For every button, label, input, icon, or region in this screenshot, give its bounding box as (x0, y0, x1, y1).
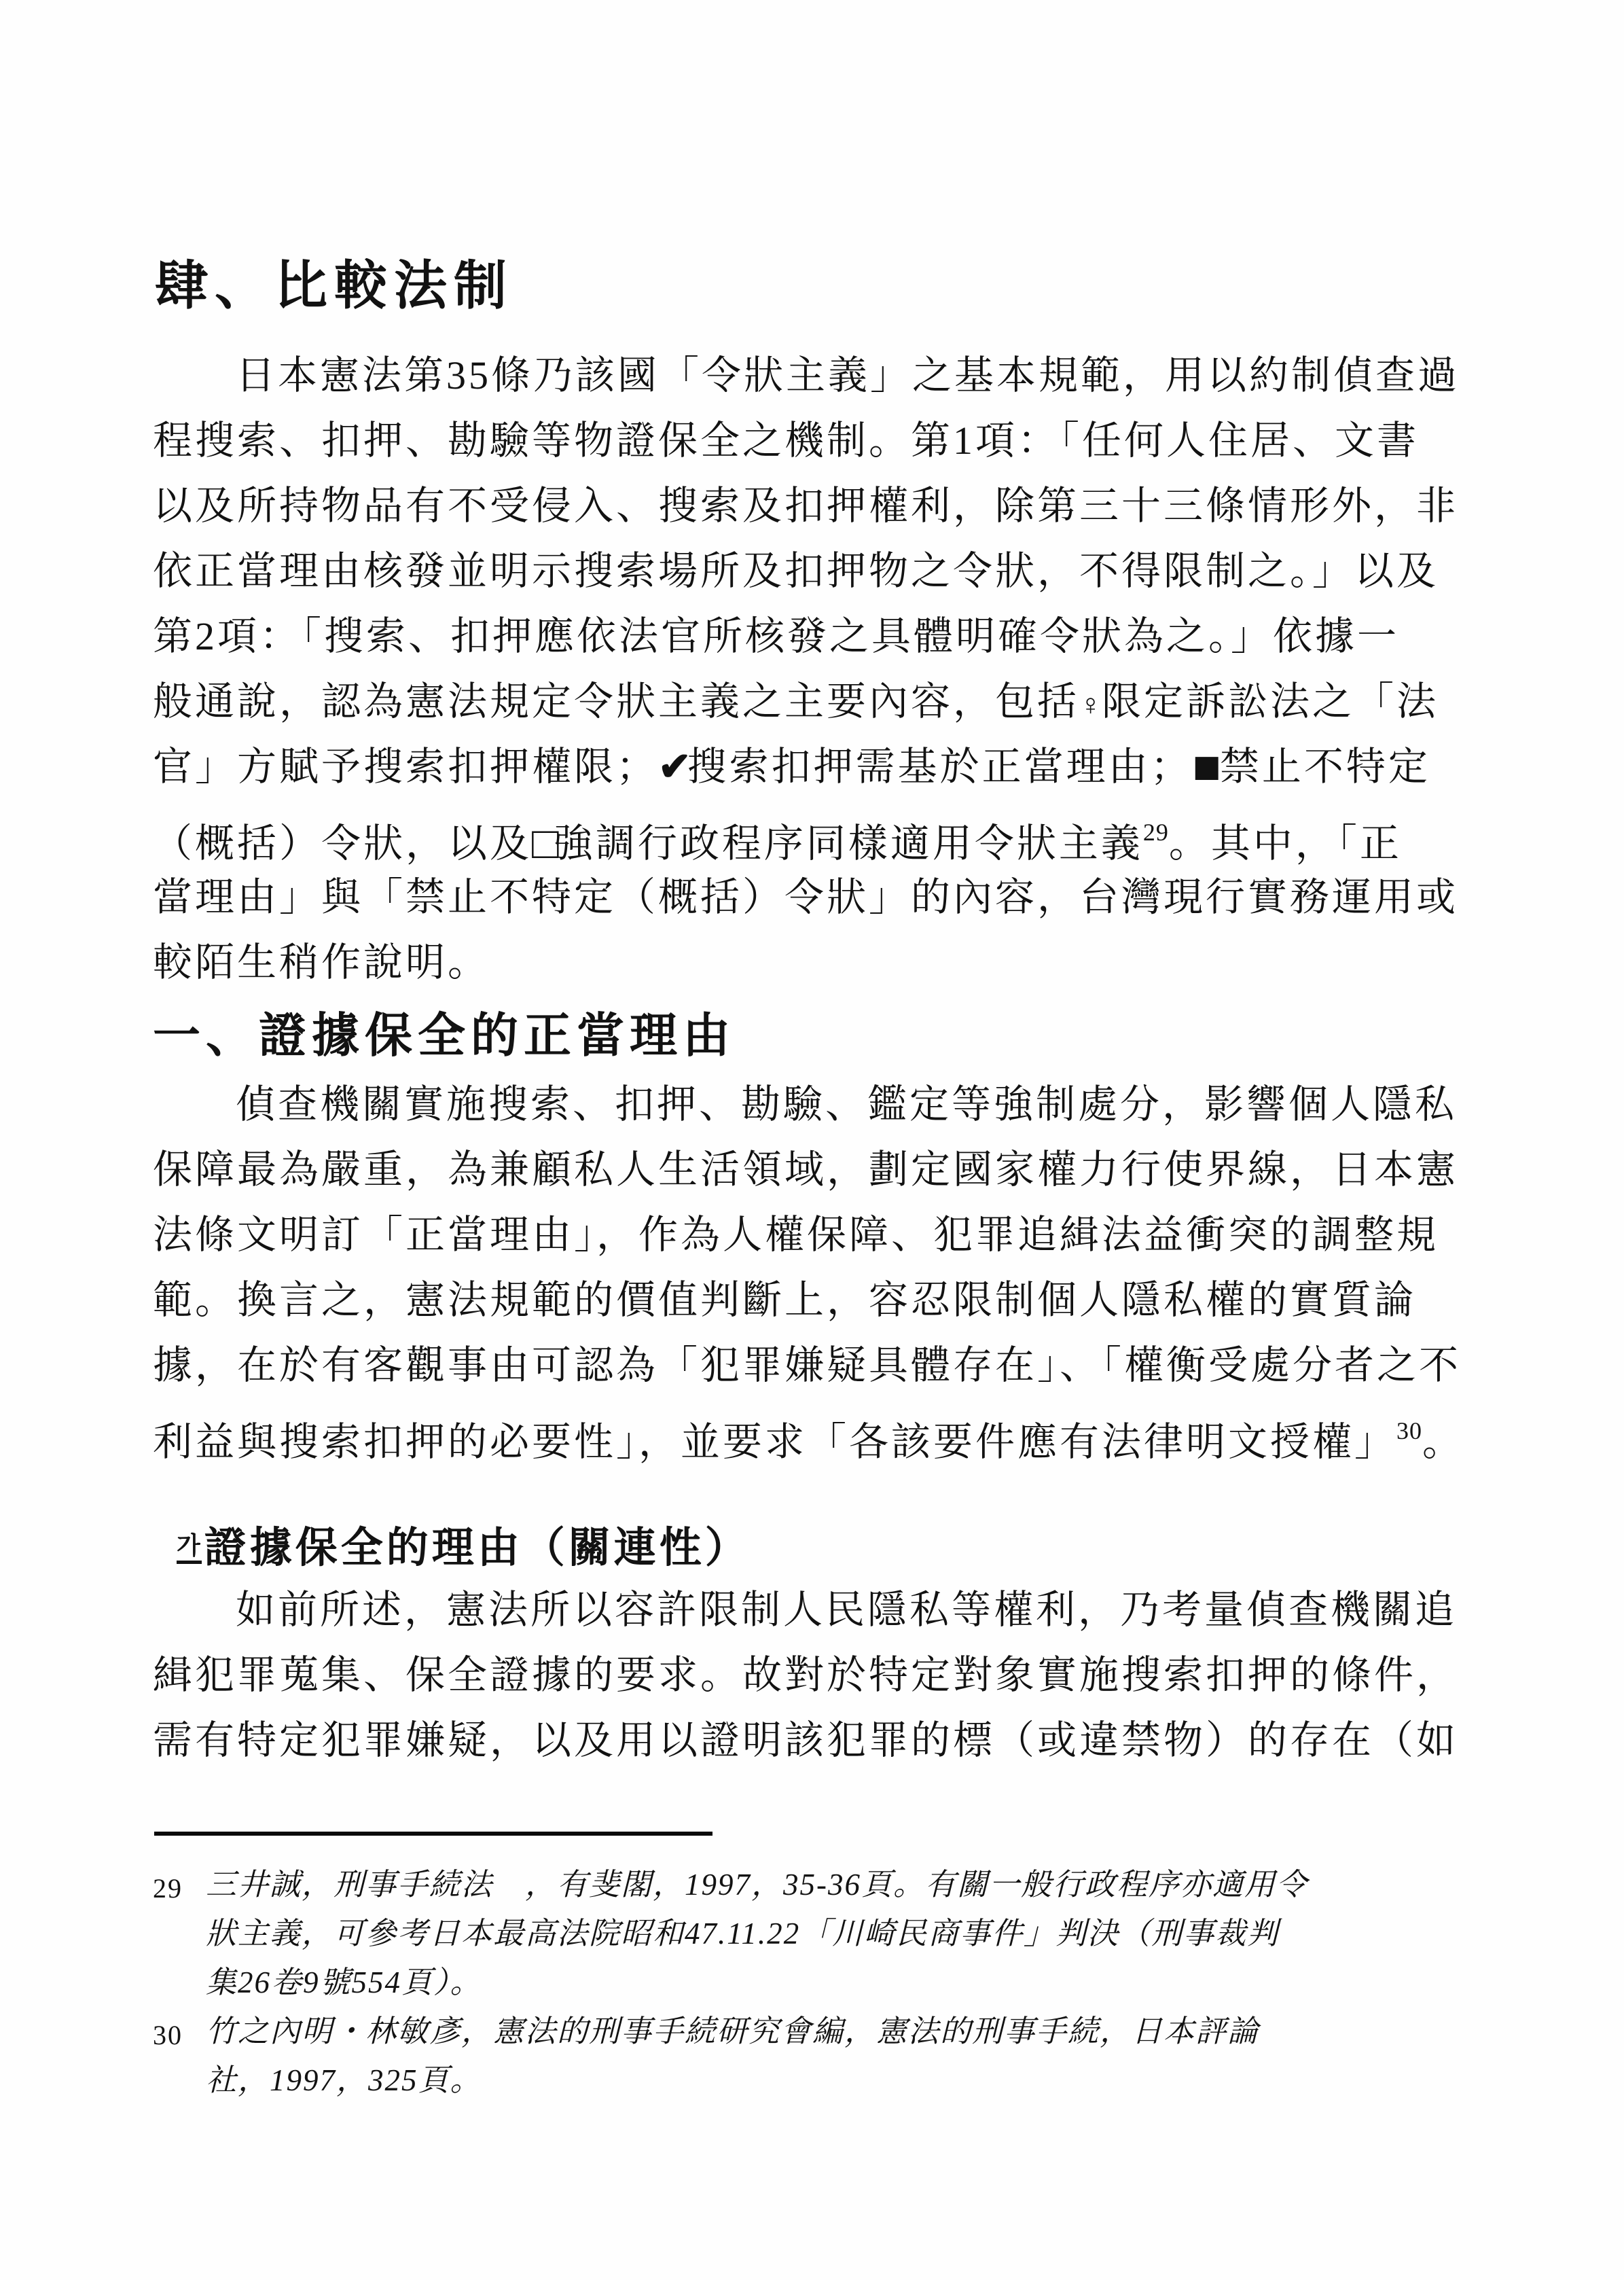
footnote-line: 竹之內明・林敏彥，憲法的刑事手続研究會編，憲法的刑事手続，日本評論 (206, 2014, 1260, 2048)
text-segment: 以及所持物品有不受侵入、搜索及扣押權利，除第三十三條情形外，非 (153, 484, 1459, 528)
text-line (153, 1137, 1501, 1203)
text-segment: 緝犯罪蒐集、保全證據的要求。故對於特定對象實施搜索扣押的條件， (153, 1653, 1459, 1697)
text-segment: 保障最為嚴重，為兼顧私人生活領域，劃定國家權力行使界線，日本憲 (153, 1147, 1459, 1192)
text-line (153, 1268, 1501, 1333)
text-segment: 第2項：「搜索、扣押應依法官所核發之具體明確令狀為之。」依據一 (153, 614, 1400, 658)
intro-paragraph (153, 343, 1501, 995)
subsection-paragraph (153, 1578, 1501, 1773)
text-line (153, 930, 1501, 995)
text-segment: 限定訴訟法之「法 (1102, 679, 1439, 724)
text-line (153, 1203, 1501, 1268)
footnote-ref-29: 29 (1142, 819, 1169, 846)
footnote-line: 三井誠，刑事手続法 ，有斐閣，1997，35-36頁。有關一般行政程序亦適用令 (206, 1868, 1308, 1902)
text-segment: 。其中，「正 (1168, 821, 1402, 866)
checkmark-artifact: ✔ (658, 745, 691, 789)
text-segment: （概括）令狀，以及 (153, 821, 533, 866)
text-segment: 日本憲法第35條乃該國「令狀主義」之基本規範，用以約制偵查過 (236, 353, 1460, 397)
text-line (153, 604, 1501, 669)
text-segment: 範。換言之，憲法規範的價值判斷上，容忍限制個人隱私權的實質論 (153, 1278, 1417, 1322)
main-heading: 肆、比較法制 (155, 256, 514, 315)
text-line (153, 539, 1501, 604)
text-segment: 禁止不特定 (1219, 745, 1430, 789)
text-line (153, 734, 1501, 800)
subsection-prefix-artifact: 가 (177, 1533, 202, 1564)
footnote-line: 社，1997，325頁。 (206, 2063, 482, 2097)
text-line (153, 1333, 1501, 1398)
text-segment: 較陌生稍作說明。 (153, 940, 490, 984)
text-line (153, 1072, 1501, 1137)
text-segment: 據，在於有客觀事由可認為「犯罪嫌疑具體存在」、「權衡受處分者之不 (153, 1343, 1462, 1387)
text-segment: 強調行政程序同樣適用令狀主義 (553, 821, 1143, 866)
text-line (153, 1398, 1501, 1463)
section1-paragraph (153, 1072, 1501, 1463)
open-box-artifact: □ (532, 819, 559, 868)
text-segment: 官」方賦予搜索扣押權限； (153, 745, 659, 789)
text-segment: 利益與搜索扣押的必要性」，並要求「各該要件應有法律明文授權」 (153, 1420, 1397, 1464)
black-block-artifact: ■ (1192, 741, 1221, 794)
text-line (153, 669, 1501, 734)
section-heading: 一、證據保全的正當理由 (153, 1010, 736, 1063)
text-line (153, 1643, 1501, 1708)
footnotes-section (153, 1860, 1525, 2105)
text-line (153, 474, 1501, 539)
footnote-29 (153, 1860, 1525, 2007)
footnote-ref-30: 30 (1396, 1417, 1423, 1444)
footnote-separator-rule (154, 1832, 712, 1836)
text-segment: 程搜索、扣押、勘驗等物證保全之機制。第1項：「任何人住居、文書 (153, 418, 1420, 463)
footnote-number: 30 (153, 2020, 183, 2050)
text-line (153, 1578, 1501, 1643)
text-segment: 依正當理由核發並明示搜索場所及扣押物之令狀，不得限制之。」以及 (153, 549, 1439, 593)
text-line (153, 408, 1501, 474)
footnote-line: 集26卷9號554頁）。 (206, 1965, 482, 1999)
text-segment: 。 (1422, 1420, 1465, 1464)
text-line (153, 865, 1501, 930)
text-segment: 當理由」與「禁止不特定（概括）令狀」的內容，台灣現行實務運用或 (153, 875, 1459, 919)
footnote-line: 狀主義，可參考日本最高法院昭和47.11.22「川崎民商事件」判決（刑事裁判 (206, 1917, 1280, 1951)
subsection-heading (177, 1514, 751, 1574)
text-segment: 偵查機關實施搜索、扣押、勘驗、鑑定等強制處分，影響個人隱私 (236, 1082, 1458, 1126)
text-segment: 般通說，認為憲法規定令狀主義之主要內容，包括 (153, 679, 1080, 724)
subsection-heading-label: 證據保全的理由（關連性） (204, 1525, 751, 1571)
text-segment: 法條文明訂「正當理由」，作為人權保障、犯罪追緝法益衝突的調整規 (153, 1213, 1439, 1257)
text-segment: 搜索扣押需基於正當理由； (687, 745, 1193, 789)
text-segment: 如前所述，憲法所以容許限制人民隱私等權利，乃考量偵查機關追 (236, 1588, 1458, 1632)
text-segment: 需有特定犯罪嫌疑，以及用以證明該犯罪的標（或違禁物）的存在（如 (153, 1718, 1459, 1762)
text-line (153, 1708, 1501, 1773)
text-line (153, 800, 1501, 868)
female-mark-artifact: ♀ (1079, 688, 1102, 722)
footnote-text (206, 2007, 1525, 2105)
footnote-30 (153, 2007, 1525, 2105)
footnote-number: 29 (153, 1873, 183, 1904)
footnote-text (206, 1860, 1525, 2007)
text-line (153, 343, 1501, 408)
